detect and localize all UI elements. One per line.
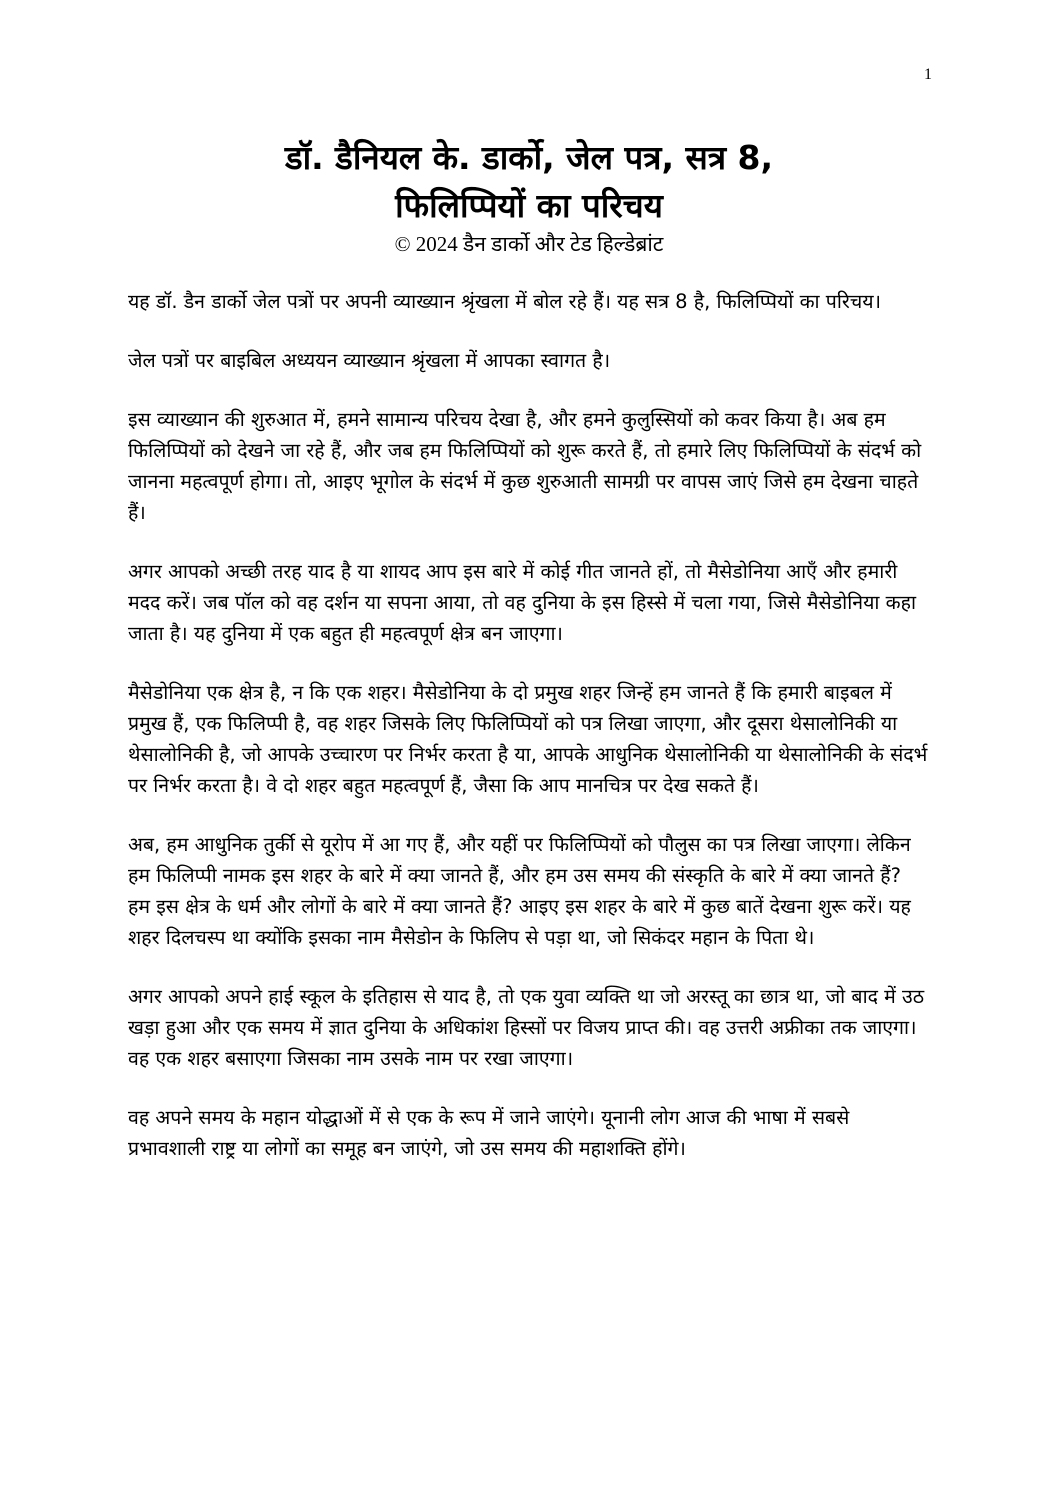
paragraph: इस व्याख्यान की शुरुआत में, हमने सामान्य परिचय देखा है, और हमने कुलुस्सियों को कवर किया है। अब हम फिलिप्पियों को देखने जा रहे हैं, और जब हम फिलिप्पियों को शुरू करते हैं, तो हमारे लिए फिलिप्पियों के संदर्भ को जानना महत्वपूर्ण होगा। तो, आइए भूगोल के संदर्भ में कुछ शुरुआती सामग्री पर वापस जाएं जिसे हम देखना चाहते हैं। bbox=[128, 408, 922, 524]
paragraph: अगर आपको अपने हाई स्कूल के इतिहास से याद है, तो एक युवा व्यक्ति था जो अरस्तू का छात्र था, जो बाद में उठ खड़ा हुआ और एक समय में ज्ञात दुनिया के अधिकांश हिस्सों पर विजय प्राप्त की। वह उत्तरी अफ्रीका तक जाएगा। वह एक शहर बसाएगा जिसका नाम उसके नाम पर रखा जाएगा। bbox=[128, 985, 925, 1070]
title-line-2: फिलिप्पियों का परिचय bbox=[395, 186, 663, 225]
paragraph: मैसेडोनिया एक क्षेत्र है, न कि एक शहर। मैसेडोनिया के दो प्रमुख शहर जिन्हें हम जानते हैं कि हमारी बाइबल में प्रमुख हैं, एक फिलिप्पी है, वह शहर जिसके लिए फिलिप्पियों को पत्र लिखा जाएगा, और दूसरा थेसालोनिकी या थेसालोनिकी है, जो आपके उच्चारण पर निर्भर करता है या, आपके आधुनिक थेसालोनिकी या थेसालोनिकी के संदर्भ पर निर्भर करता है। वे दो शहर बहुत महत्वपूर्ण हैं, जैसा कि आप मानचित्र पर देख सकते हैं। bbox=[128, 681, 928, 797]
copyright-line: © 2024 डैन डार्को और टेड हिल्डेब्रांट bbox=[394, 232, 664, 256]
paragraph: जेल पत्रों पर बाइबिल अध्ययन व्याख्यान श्रृंखला में आपका स्वागत है। bbox=[128, 349, 611, 372]
title-line-1: डॉ. डैनियल के. डार्को, जेल पत्र, सत्र 8, bbox=[284, 138, 774, 177]
paragraph: वह अपने समय के महान योद्धाओं में से एक के रूप में जाने जाएंगे। यूनानी लोग आज की भाषा में सबसे प्रभावशाली राष्ट्र या लोगों का समूह बन जाएंगे, जो उस समय की महाशक्ति होंगे। bbox=[128, 1106, 850, 1160]
paragraph: अब, हम आधुनिक तुर्की से यूरोप में आ गए हैं, और यहीं पर फिलिप्पियों को पौलुस का पत्र लिखा जाएगा। लेकिन हम फिलिप्पी नामक इस शहर के बारे में क्या जानते हैं, और हम उस समय की संस्कृति के बारे में क्या जानते हैं? हम इस क्षेत्र के धर्म और लोगों के बारे में क्या जानते हैं? आइए इस शहर के बारे में कुछ बातें देखना शुरू करें। यह शहर दिलचस्प था क्योंकि इसका नाम मैसेडोन के फिलिप से पड़ा था, जो सिकंदर महान के पिता थे। bbox=[128, 833, 911, 949]
paragraph: यह डॉ. डैन डार्को जेल पत्रों पर अपनी व्याख्यान श्रृंखला में बोल रहे हैं। यह सत्र 8 है, फिलिप्पियों का परिचय। bbox=[128, 290, 881, 313]
document-body bbox=[128, 286, 928, 1192]
paragraph: अगर आपको अच्छी तरह याद है या शायद आप इस बारे में कोई गीत जानते हों, तो मैसेडोनिया आएँ और हमारी मदद करें। जब पॉल को वह दर्शन या सपना आया, तो वह दुनिया के इस हिस्से में चला गया, जिसे मैसेडोनिया कहा जाता है। यह दुनिया में एक बहुत ही महत्वपूर्ण क्षेत्र बन जाएगा। bbox=[128, 560, 917, 645]
page-number: 1 bbox=[924, 66, 932, 83]
document-title bbox=[60, 134, 998, 230]
